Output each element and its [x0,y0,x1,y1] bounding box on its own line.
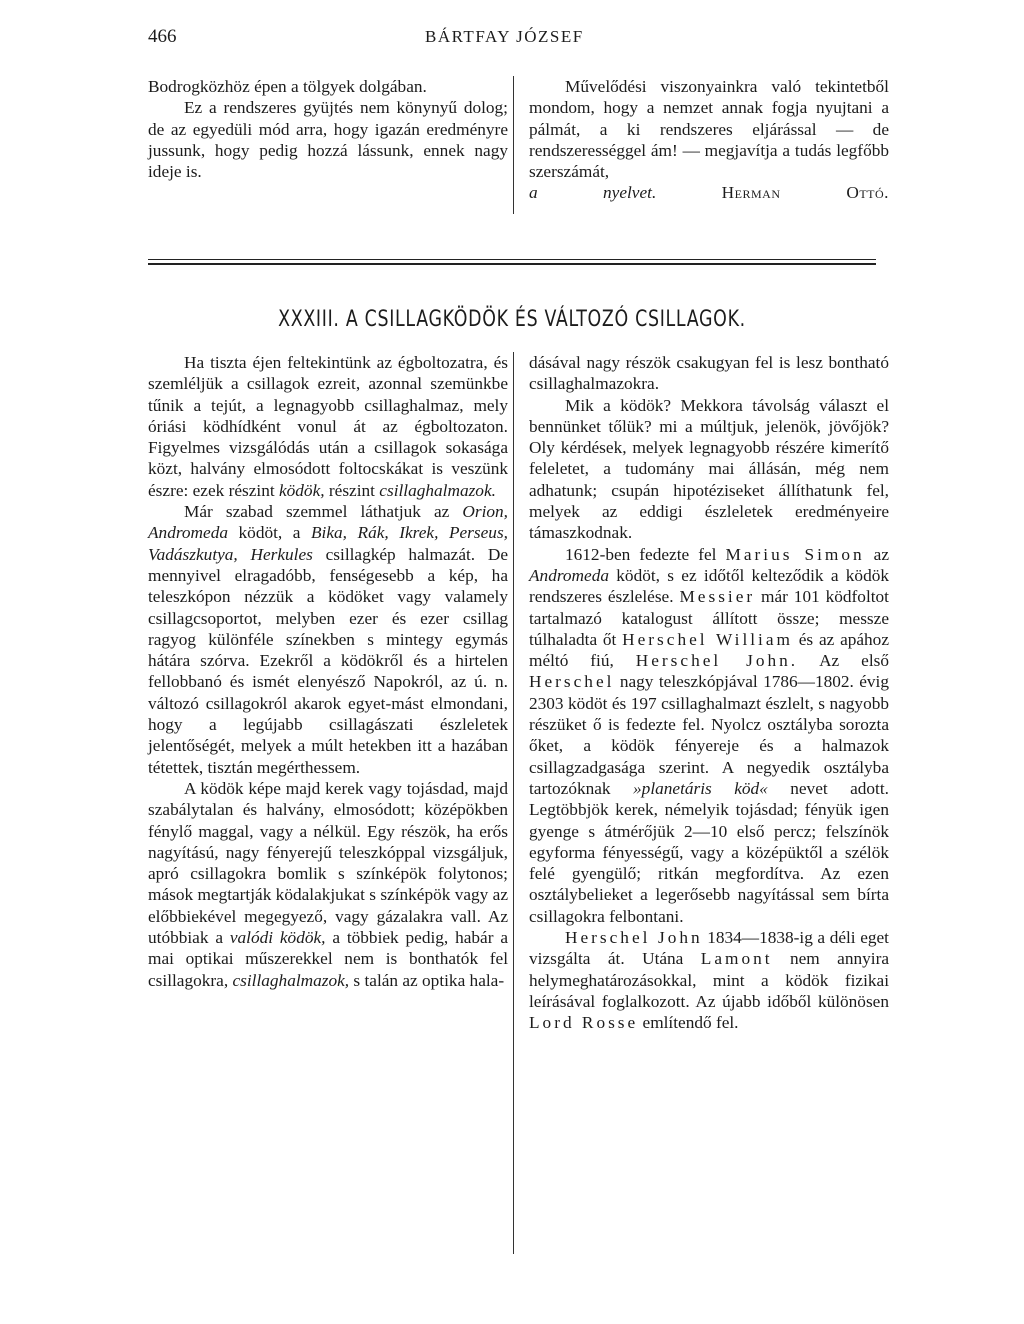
spaced-name: Lamont [700,949,773,969]
page-number: 466 [148,26,177,47]
paragraph [148,778,508,991]
chapter-title: XXXIII. A CSILLAGKÖDÖK ÉS VÁLTOZÓ CSILLAGOK. [278,306,746,332]
paragraph: Ez a rendszeres gyüjtés nem könynyű dolog; de az egyedüli mód arra, hogy igazán eredményre jussunk, hogy pedig hozzá lássunk, ennek nagy ideje is. [148,98,508,182]
text: csillagkép halmazát. De mennyivel elragadóbb, fenségesebb a kép, ha teleszkópon nézzük a ködöket vagy valamely csillagcsoportot, melyben ezer és ezer csillag ragyog különféle színekben s mintegy egymás hátára szórva. Ezekről a ködökről és a hirtelen fellobbanó és ismét elenyésző Napokról, az ú. n. változó csillagokról akarok egyet-mást elmondani, hogy a legújabb csillagászati észleletek jelentőségét, melyek a múlt hetekben itt a hazában tétettek, tisztán megérthessem. [148,544,509,777]
spaced-name: Herschel [529,672,615,692]
italic-text: Andromeda [529,565,609,585]
signature-line [529,182,889,203]
text: nevet adott. Legtöbbjök kerek, némelyik tojásdad; fényük igen gyenge s átmérőjük 2—10 első percz; felszínök egyforma fényességű, vagy a középüktől a szélök felé gyengülő; ritkán megfordítva. Az ezen osztálybelieket a legerősebb nagyítással sem bírta csillagokra felbontani. [529,778,889,926]
text: említendő fel. [638,1013,739,1033]
text: 1612-ben fedezte fel [565,544,726,564]
text: Ha tiszta éjen feltekintünk az égboltozatra, és szemléljük a csillagok ezreit, azonnal szemünkbe tűnik a tejút, a legnagyobb csillaghalmaz, mely óriási ködhídként vonul át az égboltozaton. Figyelmes vizsgálódás után a csillagok sokasága közt, halvány elmosódott foltocskákat is veszünk észre: ezek részint [148,353,508,500]
text: nem annyira helymeghatározásokkal, mint a ködök fizikai leírásával foglalkozott. Az újabb időből különösen [529,949,890,1011]
text: a többiek pedig, habár a mai optikai műszerekkel nem is bonthatók fel csillagokra, [148,928,508,990]
italic-text: »planetáris köd« [633,778,768,798]
italic-text: Orion, Andromeda [148,502,508,543]
spaced-name: Herschel John. [635,651,799,671]
paragraph: dásával nagy részök csakugyan fel is lesz bontható csillaghalmazokra. [529,353,889,394]
running-head: BÁRTFAY JÓZSEF [425,27,584,46]
text: ködöt, a [228,523,311,543]
text: és az apához méltó fiú, [529,629,889,671]
paragraph [148,501,508,778]
text: nagy teleszkópjával 1786—1802. évig 2303 ködöt és 197 csillaghalmazt észlelt, s nagyobb részüket ő is fedezte fel. Nyolcz osztályba sorozta őket, a ködök fényereje és a halmazok csillagzadgasága szerint. A negyedik osztályba tartozóknak [529,672,889,798]
top-left-column [148,76,508,182]
body-right-column [529,352,889,1034]
paragraph: Művelődési viszonyainkra való tekintetből mondom, hogy a nemzet annak fogja nyujtani a pálmát, a ki rendszeres eljárással — de rendszerességgel ám! — megjavítja a tudás legfőbb szerszámát, [529,77,889,182]
italic-text: csillaghalmazok, [232,970,350,990]
paragraph: Mik a ködök? Mekkora távolság választ el bennünket tőlük? mi a múltjuk, jelenök, jövőjök? Oly kérdések, melyek legnagyobb részére kimerítő feleletet, a tudomány mai állásán, még nem adhatunk; csupán hipotéziseket állíthatunk fel, melyek az eddigi észleletek eredményeire támaszkodnak. [529,395,889,543]
spaced-name: Herschel William [622,629,793,649]
spaced-name: Messier [679,587,756,607]
spaced-name: Marius Simon [725,544,865,564]
text: részint [324,480,380,500]
italic-text: valódi ködök, [229,928,326,948]
body-left-column [148,352,508,991]
column-rule [513,352,514,1254]
text: már 101 ködfoltot tartalmazó katalogust állított össze; messze túlhaladta őt [529,587,889,649]
italic-text: ködök, [278,480,325,500]
italic-text: a nyelvet. [529,183,657,203]
italic-text: Bika, Rák, Ikrek, Perseus, Vadászkutya, Herkules [148,523,508,564]
text: Az első [798,651,890,671]
column-rule [513,76,514,214]
signature: Herman Ottó. [721,183,889,203]
text: A ködök képe majd kerek vagy tojásdad, majd szabálytalan és halvány, elmosódott; középökben fénylő maggal, vagy a nélkül. Egy részök, ha erős nagyítású, nagy fényerejű teleszkóppal vizsgáljuk, apró csillagokra bomlik s színképök folytonos; mások megtartják ködalakjukat s színképök vagy az előbbiekével megegyező, vagy gázalakra vall. Az utóbbiak a [148,778,508,948]
text: ködöt, s ez időtől kelteződik a ködök rendszeres észlelése. [529,565,889,607]
separator-thin [148,259,876,260]
text: 1834—1838-ig a déli eget vizsgálta át. Utána [529,928,889,969]
italic-text: csillaghalmazok. [379,480,496,500]
text: az [864,544,889,564]
spaced-name: Lord Rosse [529,1013,639,1033]
separator-thick [148,263,876,265]
paragraph: Bodrogközhöz épen a tölgyek dolgában. [148,77,427,96]
text: Már szabad szemmel láthatjuk az [184,502,463,522]
spaced-name: Herschel John [565,928,703,948]
paragraph [529,927,889,1033]
paragraph [148,352,508,501]
top-right-column [529,76,889,204]
paragraph [529,544,889,927]
text: s talán az optika hala- [349,970,505,990]
